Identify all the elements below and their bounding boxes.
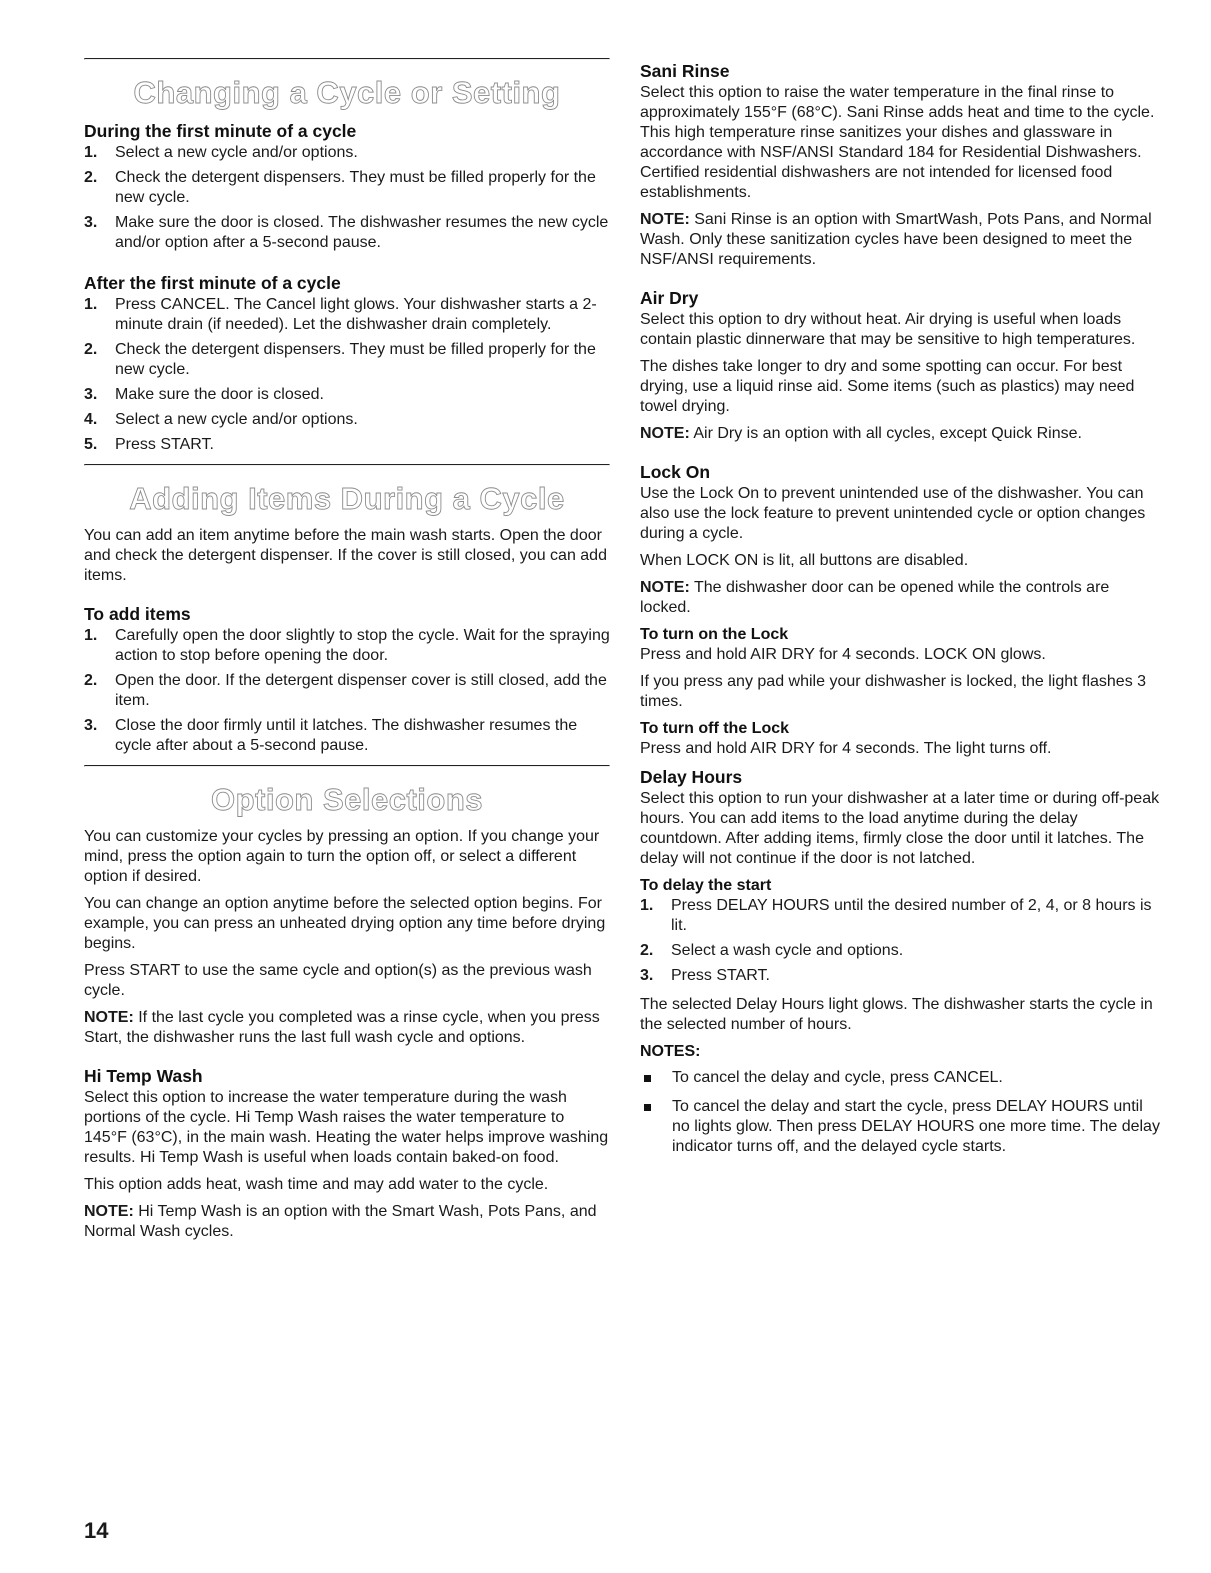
list-item: 3. Press START.: [640, 967, 770, 984]
to-add-steps: [84, 626, 610, 756]
list-item: 1. Press DELAY HOURS until the desired number of 2, 4, or 8 hours is lit.: [640, 897, 1152, 934]
subheading-first-minute: During the first minute of a cycle: [84, 121, 357, 141]
lockon-paragraph: Press and hold AIR DRY for 4 seconds. LOCK ON glows.: [640, 646, 1046, 663]
lockon-paragraph: If you press any pad while your dishwasher is locked, the light flashes 3 times.: [640, 673, 1147, 710]
section-title-options: Option Selections: [210, 782, 484, 817]
list-item: 3. Make sure the door is closed.: [84, 386, 324, 403]
lockon-note: NOTE: The dishwasher door can be opened while the controls are locked.: [640, 579, 1110, 616]
options-note: NOTE: If the last cycle you completed was a rinse cycle, when you press Start, the dishwasher runs the last full wash cycle and options.: [84, 1009, 600, 1046]
hitemp-paragraph: This option adds heat, wash time and may add water to the cycle.: [84, 1176, 549, 1193]
list-item: 2. Select a wash cycle and options.: [640, 942, 904, 959]
list-item: 4. Select a new cycle and/or options.: [84, 411, 358, 428]
subheading-air-dry: Air Dry: [640, 288, 699, 308]
list-item: 1. Select a new cycle and/or options.: [84, 144, 358, 161]
subheading-notes: NOTES:: [640, 1043, 701, 1060]
list-item: To cancel the delay and cycle, press CANCEL.: [640, 1068, 1162, 1088]
adding-intro: You can add an item anytime before the main wash starts. Open the door and check the detergent dispenser. If the cover is still closed, you can add items.: [84, 527, 607, 584]
airdry-paragraph: The dishes take longer to dry and some spotting can occur. For best drying, use a liquid rinse aid. Some items (such as plastics) may need towel drying.: [640, 358, 1135, 415]
delay-paragraph: Select this option to run your dishwasher at a later time or during off-peak hours. You can add items to the load anytime during the delay countdown. After adding items, firmly close the door until it latches. The delay will not continue if the door is not latched.: [640, 790, 1160, 867]
subheading-turn-off-lock: To turn off the Lock: [640, 720, 790, 737]
lockon-paragraph: Press and hold AIR DRY for 4 seconds. The light turns off.: [640, 740, 1052, 757]
section-title-adding: Adding Items During a Cycle: [129, 481, 565, 516]
subheading-delay-hours: Delay Hours: [640, 767, 743, 787]
sani-paragraph: Select this option to raise the water temperature in the final rinse to approximately 155°F (68°C). Sani Rinse adds heat and time to the cycle. This high temperature rinse sanitizes your dishes and glassware in accordance with NSF/ANSI Standard 184 for Residential Dishwashers. Certified residential dishwashers are not intended for licensed food establishments.: [640, 84, 1155, 201]
list-item: 2. Check the detergent dispensers. They must be filled properly for the new cycle.: [84, 341, 596, 378]
subheading-lock-on: Lock On: [640, 462, 711, 482]
sani-note: NOTE: Sani Rinse is an option with SmartWash, Pots Pans, and Normal Wash. Only these sanitization cycles have been designed to meet the NSF/ANSI requirements.: [640, 211, 1152, 268]
delay-steps: [640, 896, 1162, 986]
lockon-paragraph: Use the Lock On to prevent unintended use of the dishwasher. You can also use the lock feature to prevent unintended cycle or option changes during a cycle.: [640, 485, 1146, 542]
subheading-hi-temp: Hi Temp Wash: [84, 1066, 203, 1086]
list-item: 3. Make sure the door is closed. The dishwasher resumes the new cycle and/or option after a 5-second pause.: [84, 214, 609, 251]
subheading-delay-start: To delay the start: [640, 877, 772, 894]
list-item: 5. Press START.: [84, 436, 214, 453]
section-title-changing: Changing a Cycle or Setting: [133, 75, 561, 110]
right-column: [640, 60, 1162, 1166]
options-paragraph: You can customize your cycles by pressing an option. If you change your mind, press the option again to turn the option off, or select a different option if desired.: [84, 828, 600, 885]
list-item: 1. Carefully open the door slightly to stop the cycle. Wait for the spraying action to stop before opening the door.: [84, 627, 610, 664]
section-divider: [84, 58, 610, 60]
hitemp-paragraph: Select this option to increase the water temperature during the wash portions of the cycle. Hi Temp Wash raises the water temperature to 145°F (63°C), in the main wash. Heating the water helps improve washing results. Hi Temp Wash is useful when loads contain baked-on food.: [84, 1089, 609, 1166]
hitemp-note: NOTE: Hi Temp Wash is an option with the Smart Wash, Pots Pans, and Normal Wash cycles.: [84, 1203, 597, 1240]
list-item: 3. Close the door firmly until it latches. The dishwasher resumes the cycle after about a 5-second pause.: [84, 717, 578, 754]
page-number: 14: [84, 1518, 109, 1543]
list-item: 1. Press CANCEL. The Cancel light glows. Your dishwasher starts a 2-minute drain (if needed). Let the dishwasher drain completely.: [84, 296, 597, 333]
subheading-after-minute: After the first minute of a cycle: [84, 273, 341, 293]
delay-paragraph: The selected Delay Hours light glows. The dishwasher starts the cycle in the selected number of hours.: [640, 996, 1153, 1033]
list-item: 2. Check the detergent dispensers. They must be filled properly for the new cycle.: [84, 169, 596, 206]
airdry-paragraph: Select this option to dry without heat. Air drying is useful when loads contain plastic dinnerware that may be sensitive to high temperatures.: [640, 311, 1136, 348]
section-divider: [84, 765, 610, 767]
after-minute-steps: [84, 295, 610, 455]
section-divider: [84, 464, 610, 466]
list-item: 2. Open the door. If the detergent dispenser cover is still closed, add the item.: [84, 672, 607, 709]
lockon-paragraph: When LOCK ON is lit, all buttons are disabled.: [640, 552, 969, 569]
airdry-note: NOTE: Air Dry is an option with all cycles, except Quick Rinse.: [640, 425, 1082, 442]
subheading-sani-rinse: Sani Rinse: [640, 61, 730, 81]
list-item: To cancel the delay and start the cycle, press DELAY HOURS until no lights glow. Then press DELAY HOURS one more time. The delay indicator turns off, and the delayed cycle starts.: [640, 1097, 1162, 1157]
first-minute-steps: [84, 143, 610, 253]
options-paragraph: You can change an option anytime before the selected option begins. For example, you can press an unheated drying option any time before drying begins.: [84, 895, 606, 952]
left-column: [84, 58, 610, 1249]
subheading-turn-on-lock: To turn on the Lock: [640, 626, 789, 643]
delay-notes: [640, 1068, 1162, 1157]
options-paragraph: Press START to use the same cycle and option(s) as the previous wash cycle.: [84, 962, 592, 999]
subheading-to-add: To add items: [84, 604, 191, 624]
